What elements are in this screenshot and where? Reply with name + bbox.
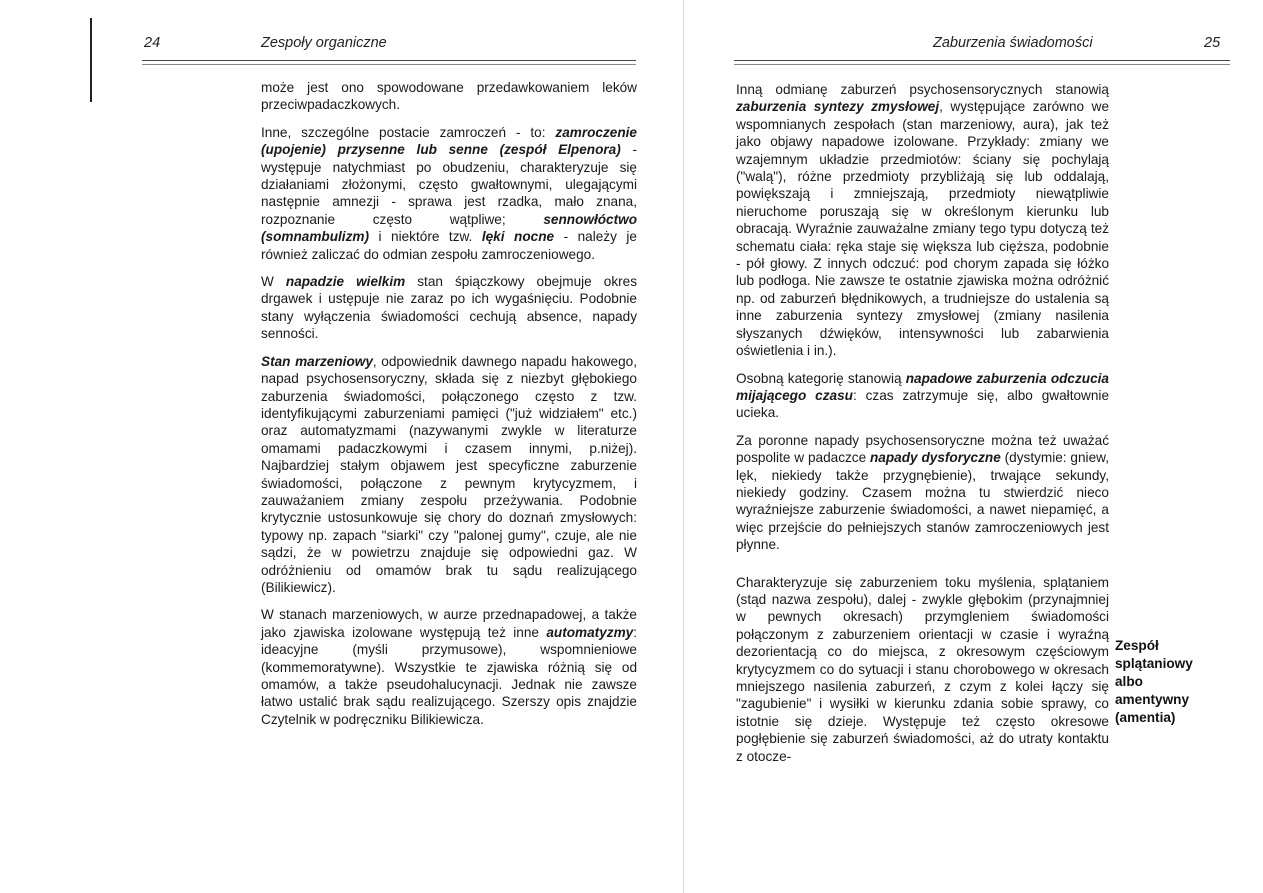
left-paragraph-3: [261, 273, 637, 343]
right-paragraph-2: [736, 370, 1109, 422]
right-header-rule: [734, 60, 1230, 61]
text-run: i niektóre tzw.: [369, 229, 482, 245]
text-run: Charakteryzuje się zaburzeniem toku myślenia, splątaniem (stąd nazwa zespołu), dalej - zwykle głębokim (przynajmniej w pewnych okresach) przymgleniem świadomości połączonym z zaburzeniem orientacji w czasie i wyraźną dezorientacją co do miejsca, z okresowym częściowym krytycyzmem co do sytuacji i stanu chorobowego w okresach mniejszego nasilenia zaburzeń, z czym z kolei łączy się "zagubienie" i wysiłki w kierunku zdania sobie sprawy, co istotnie się dzieje. Występuje też często okresowe pogłębienie się zaburzeń świadomości, aż do utraty kontaktu z otocze-: [736, 574, 1109, 764]
left-text-column: [261, 79, 637, 738]
left-header-rule: [142, 60, 636, 61]
bold-term: napadzie wielkim: [285, 274, 406, 290]
bold-term: zaburzenia syntezy zmysłowej: [736, 99, 940, 115]
left-paragraph-2: [261, 124, 637, 263]
left-running-head: Zespoły organiczne: [261, 35, 387, 51]
bold-term: zamroczenie (upojenie) przysenne lub senne (zespół Elpenora): [261, 124, 637, 158]
margin-heading-line: Zespół: [1115, 638, 1159, 653]
text-run: : czas zatrzymuje się, albo gwałtownie ucieka.: [736, 387, 1110, 421]
right-paragraph-4: [736, 574, 1109, 765]
text-run: : ideacyjne (myśli przymusowe), wspomnieniowe (kommemoratywne). Wszystkie te zjawiska różnią się od omamów, a także pseudohalucynacji. Jednak nie zawsze łatwo ustalić brak sądu realizującego. Szerszy opis znajdzie Czytelnik w podręczniku Bilikiewicza.: [261, 624, 637, 727]
text-run: (dystymie: gniew, lęk, niekiedy także przygnębienie), trwające sekundy, niekiedy godziny. Czasem można tu stwierdzić nieco wyraźniejsze zaburzenie świadomości, a nawet niepamięć, a więc przejście do pełniejszych stanów zamroczeniowych jest płynne.: [736, 450, 1109, 553]
text-run: W stanach marzeniowych, w aurze przednapadowej, a także jako zjawiska izolowane występują też inne: [261, 607, 637, 640]
text-run: Osobną kategorię stanowią: [736, 370, 906, 386]
left-paragraph-1: [261, 79, 637, 114]
right-running-head: Zaburzenia świadomości: [933, 35, 1093, 51]
right-text-column: [736, 81, 1109, 775]
text-run: Inne, szczególne postacie zamroczeń - to:: [261, 124, 556, 140]
text-run: może jest ono spowodowane przedawkowaniem leków przeciwpadaczkowych.: [261, 80, 637, 113]
bold-term: napady dysforyczne: [870, 450, 1001, 466]
right-paragraph-3: [736, 432, 1109, 554]
margin-heading-line: amentywny: [1115, 692, 1190, 707]
scan-edge-mark: [90, 18, 92, 102]
left-paragraph-4: [261, 353, 637, 597]
bold-term: Stan marzeniowy: [261, 353, 373, 369]
text-run: stan śpiączkowy obejmuje okres drgawek i ustępuje nie zaraz po ich wygaśnięciu. Podobnie stany wyłączenia świadomości cechują absence, napady senności.: [261, 274, 638, 342]
bold-term: lęki nocne: [481, 229, 555, 245]
bold-term: napadowe zaburzenia odczucia mijającego czasu: [736, 370, 1109, 403]
text-run: Inną odmianę zaburzeń psychosensorycznych stanowią: [736, 82, 1109, 97]
text-run: , występujące zarówno we wspomnianych zespołach (stan marzeniowy, aura), jak też jako objawy napadowe izolowane. Przykłady: zmiany we wzajemnym układzie przedmiotów: ściany się pochylają ("walą"), różne przedmioty przybliżają się lub oddalają, powiększają i zmniejszają, przedmioty niewątpliwie nieruchome poruszają się w określonym kierunku lub obracają. Wyraźnie zauważalne zmiany tego typu dotyczą też schematu ciała: ręka staje się większa lub cięższa, podobnie - pół głowy. Z innych odczuć: pod chorym zapada się łóżko lub podłoga. Nie zawsze te ostatnie zjawiska można odróżnić np. od zaburzeń błędnikowych, a trudniejsze do ustalenia są inne zaburzenia syntezy zmysłowej (zmiany nasilenia słyszanych dźwięków, intensywności lub zabarwienia oświetlenia i in.).: [736, 99, 1110, 359]
right-header-rule-2: [734, 64, 1230, 65]
margin-heading-line: splątaniowy: [1115, 656, 1193, 671]
margin-heading: [1115, 637, 1193, 727]
right-paragraph-1: [736, 81, 1109, 360]
left-page-number: 24: [144, 35, 161, 51]
text-run: Za poronne napady psychosensoryczne można też uważać pospolite w padaczce: [736, 432, 1109, 466]
right-page: [660, 0, 1263, 893]
text-run: - należy je również zaliczać do odmian zespołu zamroczeniowego.: [261, 229, 637, 262]
text-run: - występuje natychmiast po obudzeniu, charakteryzuje się działaniami złożonymi, często gwałtownymi, ulegającymi następnie amnezji - sprawa jest rzadka, mało znana, rozpoznanie często wątpliwe;: [261, 142, 637, 227]
margin-heading-line: albo: [1115, 674, 1143, 689]
bold-term: sennowłóctwo (somnambulizm): [261, 211, 637, 245]
text-run: , odpowiednik dawnego napadu hakowego, napad psychosensoryczny, składa się z niezbyt głębokiego zaburzenia świadomości, połączonego często z tzw. identyfikującymi zaburzeniami pamięci ("już widziałem" etc.) oraz automatyzmami (nazywanymi zwykle w literaturze omamami padaczkowymi i czasem innymi, p.niżej). Najbardziej stałym objawem jest specyficzne zaburzenie świadomości, połączone z pewnym krytycyzmem, i zauważaniem zmiany zespołu przeżywania. Podobnie krytycznie ustosunkowuje się chory do doznań zmysłowych: typowy np. zapach "siarki" czy "palonej gumy", czuje, ale nie sądzi, że w powietrzu znajduje się odpowiedni gaz. W odróżnieniu od omamów brak tu sądu realizującego (Bilikiewicz).: [261, 353, 637, 595]
text-run: W: [261, 274, 286, 290]
margin-heading-line: (amentia): [1115, 710, 1176, 725]
left-paragraph-5: [261, 606, 637, 728]
left-header-rule-2: [142, 64, 636, 65]
right-page-number: 25: [1204, 35, 1221, 51]
bold-term: automatyzmy: [546, 624, 634, 640]
